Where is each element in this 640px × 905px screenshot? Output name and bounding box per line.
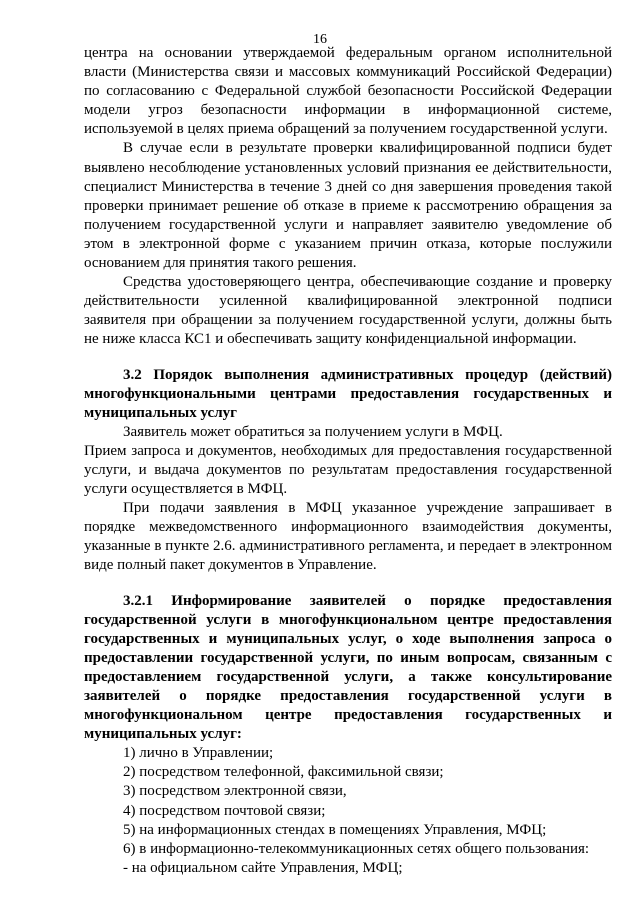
paragraph-signature-check: В случае если в результате проверки квалифицированной подписи будет выявлено несоблюдение установленных условий признания ее действительности, специалист Министерства в течение 3 дней со дня завершения проведения такой проверки принимает решение об отказе в приеме к рассмотрению обращения за получением государственной услуги и направляет заявителю уведомление об этом в электронной форме с указанием причин отказа, которые послужили основанием для принятия такого решения. — [84, 140, 612, 272]
section-heading-3-2-1: 3.2.1 Информирование заявителей о порядке предоставления государственной услуги в многофункциональном центре предоставления государственных и муниципальных услуг, о ходе выполнения запроса о предоставлении государственной услуги, по иным вопросам, связанным с предоставлением государственной услуги, а также консультирование заявителей о порядке предоставления государственной услуги в многофункциональном центре предоставления государственных и муниципальных услуг: — [84, 592, 612, 743]
list-item: 6) в информационно-телекоммуникационных сетях общего пользования: — [123, 840, 590, 857]
section-heading-3-2: 3.2 Порядок выполнения административных процедур (действий) многофункциональными центрами предоставления государственных и муниципальных услуг — [84, 366, 612, 421]
info-channels-list — [84, 744, 612, 878]
paragraph-interagency: При подачи заявления в МФЦ указанное учреждение запрашивает в порядке межведомственного информационного взаимодействия документы, указанные в пункте 2.6. административного регламента, и передает в электронном виде полный пакет документов в Управление. — [84, 500, 612, 574]
list-item: 5) на информационных стендах в помещениях Управления, МФЦ; — [123, 821, 547, 838]
list-item: - на официальном сайте Управления, МФЦ; — [123, 859, 403, 876]
page-number: 16 — [313, 32, 327, 47]
list-item: 2) посредством телефонной, факсимильной связи; — [123, 764, 444, 781]
document-body — [84, 44, 612, 878]
list-item: 3) посредством электронной связи, — [123, 783, 347, 800]
paragraph-reception: Прием запроса и документов, необходимых для предоставления государственной услуги, и выдача документов по результатам предоставления государственной услуги осуществляется в МФЦ. — [84, 442, 612, 498]
paragraph-crypto-means: Средства удостоверяющего центра, обеспечивающие создание и проверку действительности усиленной квалифицированной электронной подписи заявителя при обращении за получением государственной услуги, должны быть не ниже класса КС1 и обеспечивать защиту конфиденциальной информации. — [84, 274, 612, 348]
paragraph-applicant-mfc: Заявитель может обратиться за получением услуги в МФЦ. — [123, 423, 503, 440]
list-item: 1) лично в Управлении; — [123, 745, 274, 762]
list-item: 4) посредством почтовой связи; — [123, 802, 326, 819]
paragraph-continuation: центра на основании утверждаемой федеральным органом исполнительной власти (Министерства связи и массовых коммуникаций Российской Федерации) по согласованию с Федеральной службой безопасности Российской Федерации модели угроз безопасности информации в информационной системе, используемой в целях приема обращений за получением государственной услуги. — [84, 45, 612, 138]
